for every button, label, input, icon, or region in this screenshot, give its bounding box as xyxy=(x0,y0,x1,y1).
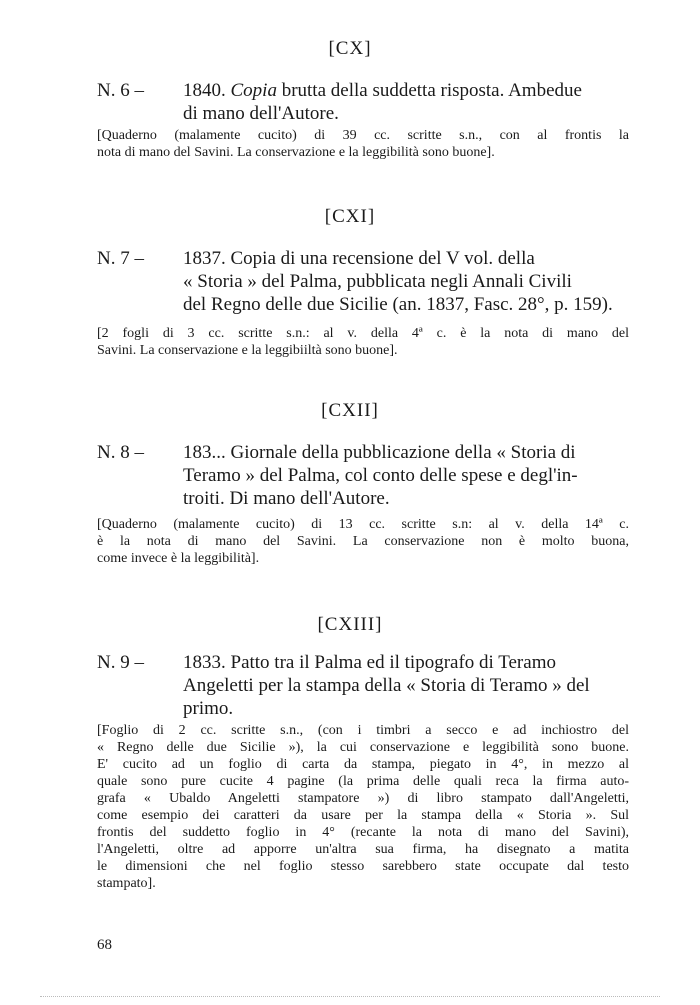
note-n6 xyxy=(97,127,629,161)
note-line: l'Angeletti, oltre ad apporre un'altra sua firma, ha disegnato a matita xyxy=(97,842,629,857)
note-line: quale sono pure cucite 4 pagine (la prima delle quali reca la firma auto- xyxy=(97,774,629,789)
note-line: « Regno delle due Sicilie »), la cui conservazione e leggibilità sono buone. xyxy=(97,740,629,755)
note-line: le dimensioni che nel foglio stesso sarebbero state occupate dal testo xyxy=(97,859,629,874)
note-n7 xyxy=(97,325,629,359)
note-line: stampato]. xyxy=(97,876,156,891)
note-n9 xyxy=(97,722,629,892)
entry-number: N. 9 – xyxy=(97,652,144,673)
entry-n9 xyxy=(97,651,627,720)
entry-text: troiti. Di mano dell'Autore. xyxy=(183,488,390,509)
entry-text: 1840. xyxy=(183,80,231,101)
entry-text: 1837. Copia di una recensione del V vol. della xyxy=(183,248,535,269)
note-line: nota di mano del Savini. La conservazione e la leggibilità sono buone]. xyxy=(97,145,495,160)
section-heading-cx: [CX] xyxy=(328,38,372,59)
entry-number: N. 6 – xyxy=(97,80,144,101)
entry-text: Teramo » del Palma, col conto delle spese e degl'in- xyxy=(183,465,578,486)
entry-text: 1833. Patto tra il Palma ed il tipografo di Teramo xyxy=(183,652,556,673)
note-line: Savini. La conservazione e la leggibiiltà sono buone]. xyxy=(97,343,398,358)
entry-number: N. 8 – xyxy=(97,442,144,463)
note-line: grafa « Ubaldo Angeletti stampatore ») di libro stampato dall'Angeletti, xyxy=(97,791,629,806)
entry-text: di mano dell'Autore. xyxy=(183,103,339,124)
note-line: [Quaderno (malamente cucito) di 13 cc. scritte s.n: al v. della 14ª c. xyxy=(97,517,629,532)
entry-number: N. 7 – xyxy=(97,248,144,269)
entry-n6 xyxy=(97,79,627,125)
section-heading-cxi: [CXI] xyxy=(324,206,376,227)
note-line: E' cucito ad un foglio di carta da stampa, piegato in 4°, in mezzo al xyxy=(97,757,629,772)
note-line: [Quaderno (malamente cucito) di 39 cc. scritte s.n., con al frontis la xyxy=(97,128,629,143)
entry-n7 xyxy=(97,247,627,316)
entry-text-italic: Copia xyxy=(230,80,277,101)
note-line: [Foglio di 2 cc. scritte s.n., (con i timbri a secco e ad inchiostro del xyxy=(97,723,629,738)
section-heading-cxiii: [CXIII] xyxy=(317,614,383,635)
note-line: frontis del suddetto foglio in 4° (recante la nota di mano del Savini), xyxy=(97,825,629,840)
entry-text: primo. xyxy=(183,698,234,719)
note-line: è la nota di mano del Savini. La conservazione non è molto buona, xyxy=(97,534,629,549)
note-line: [2 fogli di 3 cc. scritte s.n.: al v. della 4ª c. è la nota di mano del xyxy=(97,326,629,341)
note-n8 xyxy=(97,516,629,567)
bottom-edge-rule xyxy=(40,996,660,997)
entry-text: Angeletti per la stampa della « Storia di Teramo » del xyxy=(183,675,590,696)
entry-text: brutta della suddetta risposta. Ambedue xyxy=(276,80,582,101)
entry-n8 xyxy=(97,441,627,510)
entry-text: 183... Giornale della pubblicazione della « Storia di xyxy=(183,442,576,463)
entry-text: « Storia » del Palma, pubblicata negli Annali Civili xyxy=(183,271,572,292)
note-line: come invece è la leggibilità]. xyxy=(97,551,260,566)
section-heading-cxii: [CXII] xyxy=(321,400,379,421)
entry-text: del Regno delle due Sicilie (an. 1837, Fasc. 28°, p. 159). xyxy=(183,294,613,315)
page-number: 68 xyxy=(97,937,112,953)
note-line: come esempio dei caratteri da usare per la stampa della « Storia ». Sul xyxy=(97,808,629,823)
